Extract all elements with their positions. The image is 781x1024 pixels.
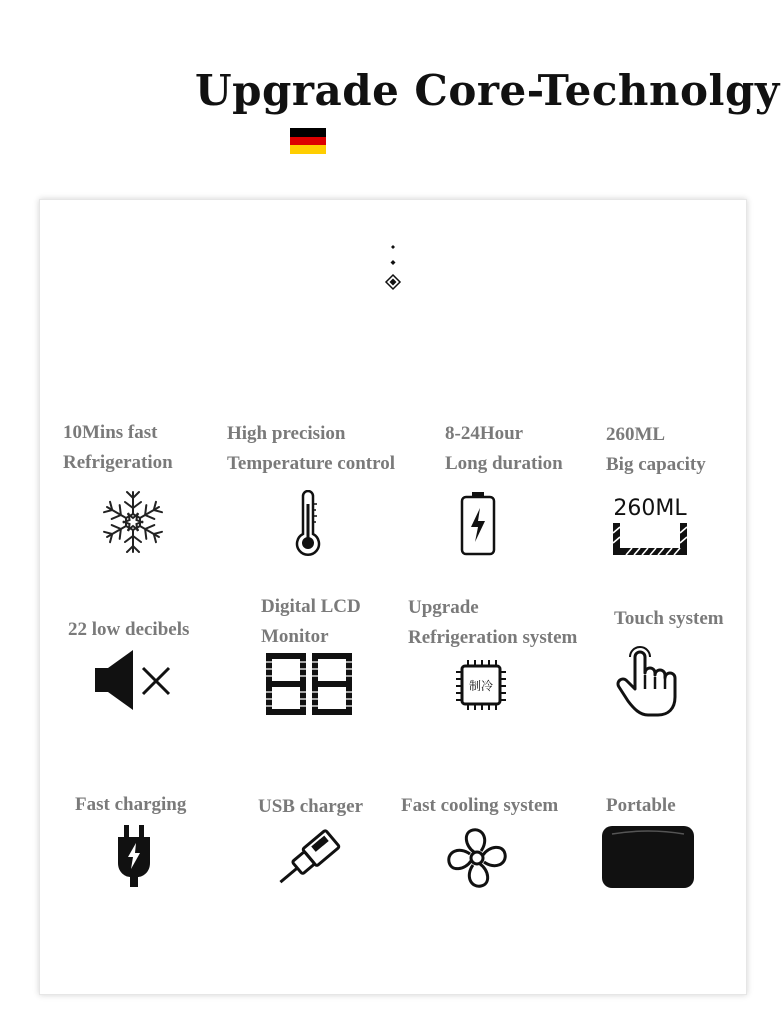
feature-label-big-capacity: 260ML Big capacity	[606, 424, 706, 475]
feature-label-digital-lcd: Digital LCD Monitor	[261, 596, 361, 647]
usb-cable-icon	[268, 823, 348, 895]
germany-flag-icon	[290, 128, 326, 154]
feature-label-fast-cooling: Fast cooling system	[401, 795, 559, 816]
feature-label-fast-refrigeration: 10Mins fast Refrigeration	[63, 422, 173, 473]
feature-label-precision-temperature: High precision Temperature control	[227, 423, 395, 474]
chip-label-text: 制冷	[468, 679, 494, 693]
container-capacity-text: 260ML	[613, 496, 687, 521]
speaker-mute-icon	[93, 648, 173, 712]
container-icon	[610, 493, 690, 557]
page-title: Upgrade Core-Technolgy	[195, 66, 780, 115]
feature-label-fast-charging: Fast charging	[75, 794, 187, 815]
hand-touch-icon	[616, 643, 680, 717]
lcd-digits-icon	[265, 652, 353, 716]
feature-label-refrigeration-system: Upgrade Refrigeration system	[408, 597, 578, 648]
portable-device-icon	[600, 824, 696, 890]
fan-icon	[444, 826, 510, 890]
snowflake-icon	[98, 488, 168, 556]
chip-icon	[454, 658, 508, 712]
feature-label-low-decibels: 22 low decibels	[68, 619, 190, 640]
battery-icon	[458, 490, 498, 558]
feature-label-long-duration: 8-24Hour Long duration	[445, 423, 563, 474]
feature-label-usb-charger: USB charger	[258, 796, 364, 817]
thermometer-icon	[292, 490, 324, 558]
plug-charging-icon	[114, 823, 154, 889]
feature-label-portable: Portable	[606, 795, 676, 816]
diamond-ornament-icon	[383, 243, 403, 293]
feature-label-touch-system: Touch system	[614, 608, 724, 629]
